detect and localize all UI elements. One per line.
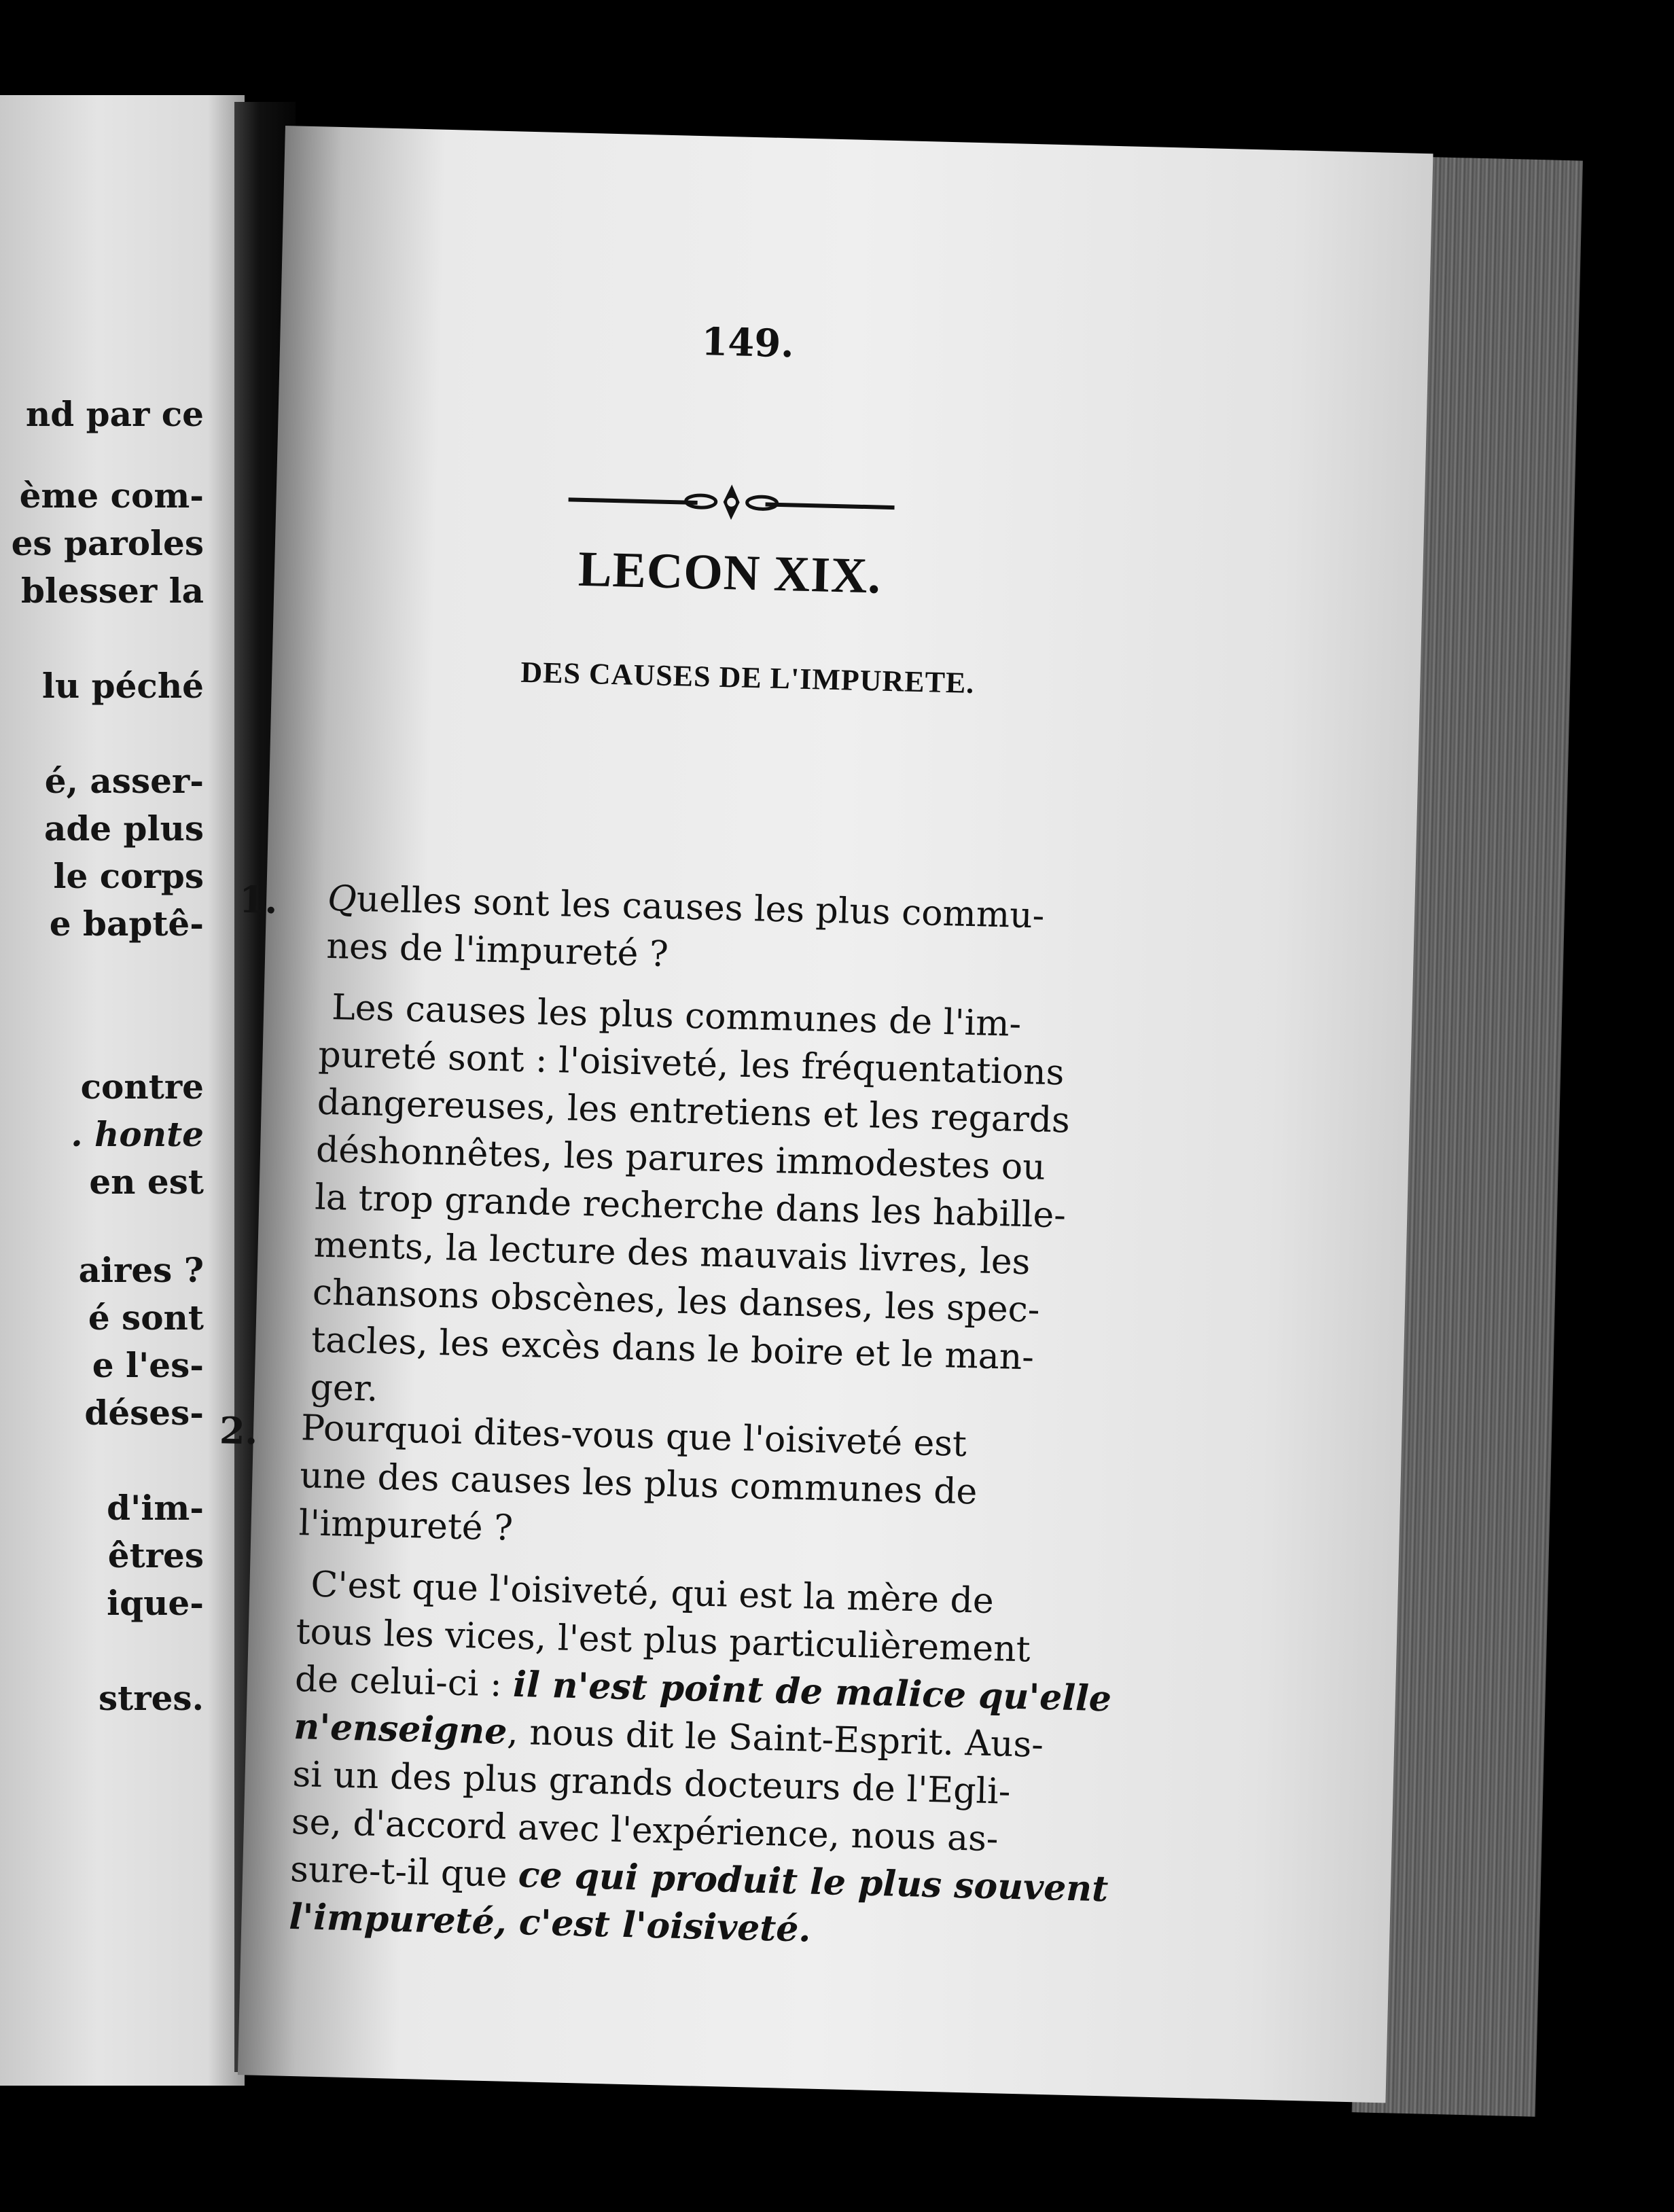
answer-quote: il n'est point de malice qu'elle (512, 1663, 1112, 1720)
answer-line: pureté sont : l'oisiveté, les fréquentations (317, 1034, 1065, 1094)
left-fragment: stres. (99, 1678, 204, 1718)
left-fragment: . honte (71, 1114, 204, 1154)
left-fragment: es paroles (11, 523, 204, 563)
ornament-divider-icon (561, 472, 902, 528)
answer-line: dangereuses, les entretiens et les regards (317, 1082, 1071, 1141)
left-fragment: d'im- (107, 1488, 204, 1528)
lesson-title: LECON XIX. (577, 541, 882, 605)
answer-line: si un des plus grands docteurs de l'Egli- (291, 1753, 1012, 1813)
left-fragment: nd par ce (25, 394, 204, 434)
answer-text: de celui-ci : (294, 1659, 514, 1705)
question-number: 2. (219, 1408, 259, 1453)
question-line: l'impureté ? (298, 1503, 514, 1549)
left-fragment: blesser la (20, 571, 204, 611)
answer-line: la trop grande recherche dans les habille- (314, 1177, 1067, 1236)
answer-text: sure-t-il que (289, 1849, 519, 1896)
question-line: nes de l'impureté ? (325, 925, 669, 976)
left-fragment: ade plus (43, 808, 204, 849)
answer-quote: n'enseigne (293, 1706, 508, 1753)
answer-quote: ce qui produit le plus souvent (518, 1854, 1109, 1910)
answer-line: ger. (309, 1367, 379, 1410)
left-fragment: le corps (53, 856, 204, 896)
question-text-display: uelles sont les causes les plus commu- (356, 878, 1045, 937)
question-line: Pourquoi dites-vous que l'oisiveté est (300, 1408, 967, 1465)
left-fragment: e l'es- (92, 1345, 204, 1385)
answer-line: tous les vices, l'est plus particulièrement (296, 1611, 1031, 1671)
question-number: 1. (238, 877, 279, 923)
left-fragment: êtres (107, 1535, 204, 1575)
answer-line: déshonnêtes, les parures immodestes ou (315, 1129, 1046, 1188)
answer-text: , nous dit le Saint-Esprit. Aus- (506, 1711, 1044, 1766)
left-fragment: déses- (84, 1393, 204, 1433)
left-fragment: é sont (88, 1298, 204, 1338)
lesson-body (219, 710, 1419, 1950)
left-fragment: e baptê- (49, 904, 204, 944)
right-page (219, 126, 1433, 2103)
left-fragment: contre (80, 1067, 204, 1107)
question-line: une des causes les plus communes de (299, 1455, 978, 1513)
left-page (0, 95, 245, 2086)
answer-line: ments, la lecture des mauvais livres, les (313, 1224, 1031, 1283)
left-fragment: lu péché (41, 666, 204, 706)
answer-line: Les causes les plus communes de l'im- (331, 987, 1022, 1045)
answer-line: C'est que l'oisiveté, qui est la mère de (310, 1564, 995, 1622)
left-fragment: ique- (107, 1583, 204, 1623)
question-first-word: Q (327, 878, 357, 920)
answer-line: chansons obscènes, les danses, les spec- (312, 1272, 1041, 1331)
left-fragment: é, asser- (44, 761, 204, 801)
left-fragment: ème com- (19, 476, 204, 516)
lesson-subtitle: DES CAUSES DE L'IMPURETE. (520, 655, 975, 700)
left-fragment: aires ? (78, 1250, 204, 1290)
page-number: 149. (700, 319, 795, 367)
answer-quote: l'impureté, c'est l'oisiveté. (288, 1895, 812, 1950)
answer-line: se, d'accord avec l'expérience, nous as- (291, 1801, 999, 1860)
answer-line: tacles, les excès dans le boire et le man- (310, 1319, 1035, 1378)
left-fragment: en est (89, 1162, 204, 1202)
